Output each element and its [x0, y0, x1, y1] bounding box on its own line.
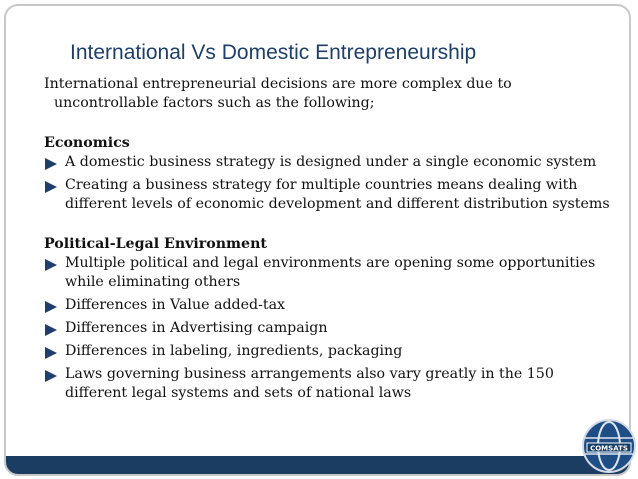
triangle-bullet-icon — [44, 157, 58, 171]
slide-frame — [4, 4, 631, 476]
triangle-bullet-icon — [44, 369, 58, 383]
bullet-item — [44, 296, 619, 315]
bullet-text: Differences in Advertising campaign — [65, 320, 328, 336]
triangle-bullet-icon — [44, 323, 58, 337]
section-heading-economics: Economics — [44, 135, 130, 151]
section-heading-political-legal: Political-Legal Environment — [44, 236, 267, 252]
triangle-bullet-icon — [44, 346, 58, 360]
comsats-globe-logo — [581, 418, 637, 474]
slide-content — [44, 75, 619, 407]
triangle-bullet-icon — [44, 300, 58, 314]
triangle-bullet-icon — [44, 180, 58, 194]
bullet-text: Creating a business strategy for multiple countries means dealing with different levels of economic development and different distribution systems — [65, 177, 610, 212]
bullet-item — [44, 254, 619, 292]
bullet-text: Differences in labeling, ingredients, packaging — [65, 343, 403, 359]
slide-title: International Vs Domestic Entrepreneurship — [70, 41, 477, 64]
bullet-item — [44, 153, 619, 172]
triangle-bullet-icon — [44, 258, 58, 272]
bullet-item — [44, 319, 619, 338]
bullet-text: Differences in Value added-tax — [65, 297, 286, 313]
bottom-bar — [6, 456, 629, 474]
bullet-item — [44, 365, 619, 403]
bullet-item — [44, 176, 619, 214]
logo-text: COMSATS — [590, 444, 628, 453]
bullet-text: Laws governing business arrangements also vary greatly in the 150 different legal systems and sets of national laws — [65, 366, 554, 401]
bullet-item — [44, 342, 619, 361]
bullet-text: A domestic business strategy is designed under a single economic system — [65, 154, 597, 170]
intro-text: International entrepreneurial decisions are more complex due to uncontrollable factors such as the following; — [44, 76, 512, 111]
bullet-text: Multiple political and legal environments are opening some opportunities while eliminating others — [65, 255, 596, 290]
